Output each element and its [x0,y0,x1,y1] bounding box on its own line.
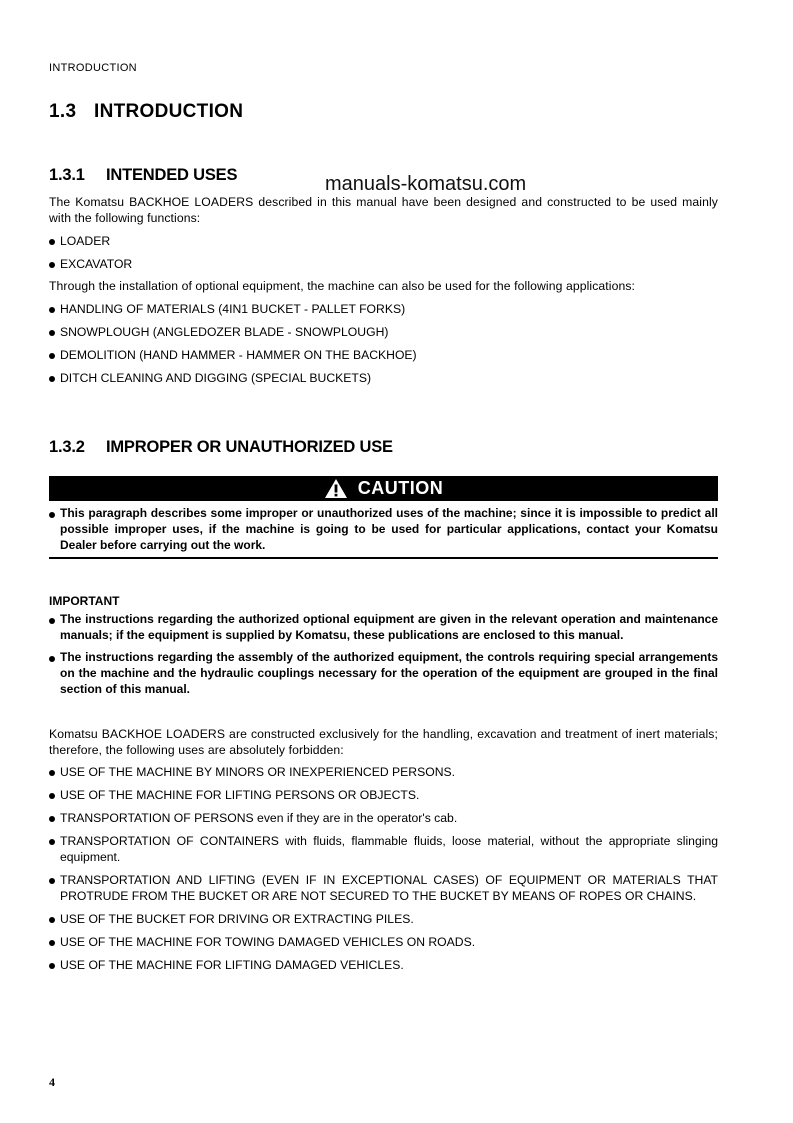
section-heading [49,101,243,123]
functions-list [49,233,718,272]
bullet-icon [49,262,55,268]
bullet-icon [49,770,55,776]
list-item: LOADER [49,233,718,249]
forbidden-intro: Komatsu BACKHOE LOADERS are constructed exclusively for the handling, excavation and treatment of inert materials; therefore, the following uses are absolutely forbidden: [49,727,718,757]
list-item: HANDLING OF MATERIALS (4IN1 BUCKET - PALLET FORKS) [49,301,718,317]
caution-banner [49,476,718,501]
list-item: USE OF THE MACHINE FOR LIFTING PERSONS OR OBJECTS. [49,787,718,803]
warning-triangle-icon [324,478,348,499]
applications-list [49,301,718,386]
list-item: TRANSPORTATION OF CONTAINERS with fluids, flammable fluids, loose material, without the appropriate slinging equipment. [49,833,718,865]
bullet-icon [49,307,55,313]
caution-label: CAUTION [357,478,444,498]
list-item: USE OF THE BUCKET FOR DRIVING OR EXTRACTING PILES. [49,911,718,927]
running-head: INTRODUCTION [49,62,137,74]
list-item: DITCH CLEANING AND DIGGING (SPECIAL BUCKETS) [49,370,718,386]
subsection-number: 1.3.2 [49,438,85,456]
bullet-icon [49,878,55,884]
optional-intro: Through the installation of optional equipment, the machine can also be used for the following applications: [49,279,636,293]
bullet-icon [49,940,55,946]
bullet-icon [49,963,55,969]
watermark: manuals-komatsu.com [325,173,527,195]
bullet-icon [49,512,55,518]
bullet-icon [49,353,55,359]
list-item: TRANSPORTATION AND LIFTING (EVEN IF IN EXCEPTIONAL CASES) OF EQUIPMENT OR MATERIALS THAT PROTRUDE FROM THE BUCKET OR ARE NOT SECURED TO THE BUCKET BY MEANS OF ROPES OR CHAINS. [49,872,718,904]
intended-uses-intro: The Komatsu BACKHOE LOADERS described in this manual have been designed and constructed to be used mainly with the following functions: [49,195,718,225]
bullet-icon [49,656,55,662]
list-item: SNOWPLOUGH (ANGLEDOZER BLADE - SNOWPLOUGH) [49,324,718,340]
subsection-number: 1.3.1 [49,166,85,184]
bullet-icon [49,376,55,382]
list-item: USE OF THE MACHINE BY MINORS OR INEXPERIENCED PERSONS. [49,764,718,780]
important-item: The instructions regarding the assembly of the authorized equipment, the controls requiring special arrangements on the machine and the hydraulic couplings necessary for the operation of the equipment are grouped in the final section of this manual. [49,649,718,697]
subsection-title: INTENDED USES [106,166,238,184]
section-title: INTRODUCTION [94,101,244,122]
subsection-heading-improper-use [49,438,393,457]
bullet-icon [49,816,55,822]
list-item: DEMOLITION (HAND HAMMER - HAMMER ON THE BACKHOE) [49,347,718,363]
important-label: IMPORTANT [49,594,120,608]
caution-body [49,505,718,553]
list-item: USE OF THE MACHINE FOR TOWING DAMAGED VEHICLES ON ROADS. [49,934,718,950]
page-number: 4 [49,1075,55,1089]
bullet-icon [49,330,55,336]
list-item: EXCAVATOR [49,256,718,272]
forbidden-list [49,764,718,973]
subsection-heading-intended-uses [49,166,237,185]
important-item: The instructions regarding the authorized optional equipment are given in the relevant operation and maintenance manuals; if the equipment is supplied by Komatsu, these publications are enclosed to this manual. [49,611,718,643]
bullet-icon [49,793,55,799]
caution-divider [49,557,718,559]
list-item: TRANSPORTATION OF PERSONS even if they are in the operator's cab. [49,810,718,826]
bullet-icon [49,917,55,923]
caution-item: This paragraph describes some improper or unauthorized uses of the machine; since it is impossible to predict all possible improper uses, if the machine is going to be used for particular applications, contact your Komatsu Dealer before carrying out the work. [49,505,718,553]
bullet-icon [49,618,55,624]
bullet-icon [49,839,55,845]
list-item: USE OF THE MACHINE FOR LIFTING DAMAGED VEHICLES. [49,957,718,973]
section-number: 1.3 [49,101,77,122]
bullet-icon [49,239,55,245]
important-list [49,611,718,703]
subsection-title: IMPROPER OR UNAUTHORIZED USE [106,438,393,456]
